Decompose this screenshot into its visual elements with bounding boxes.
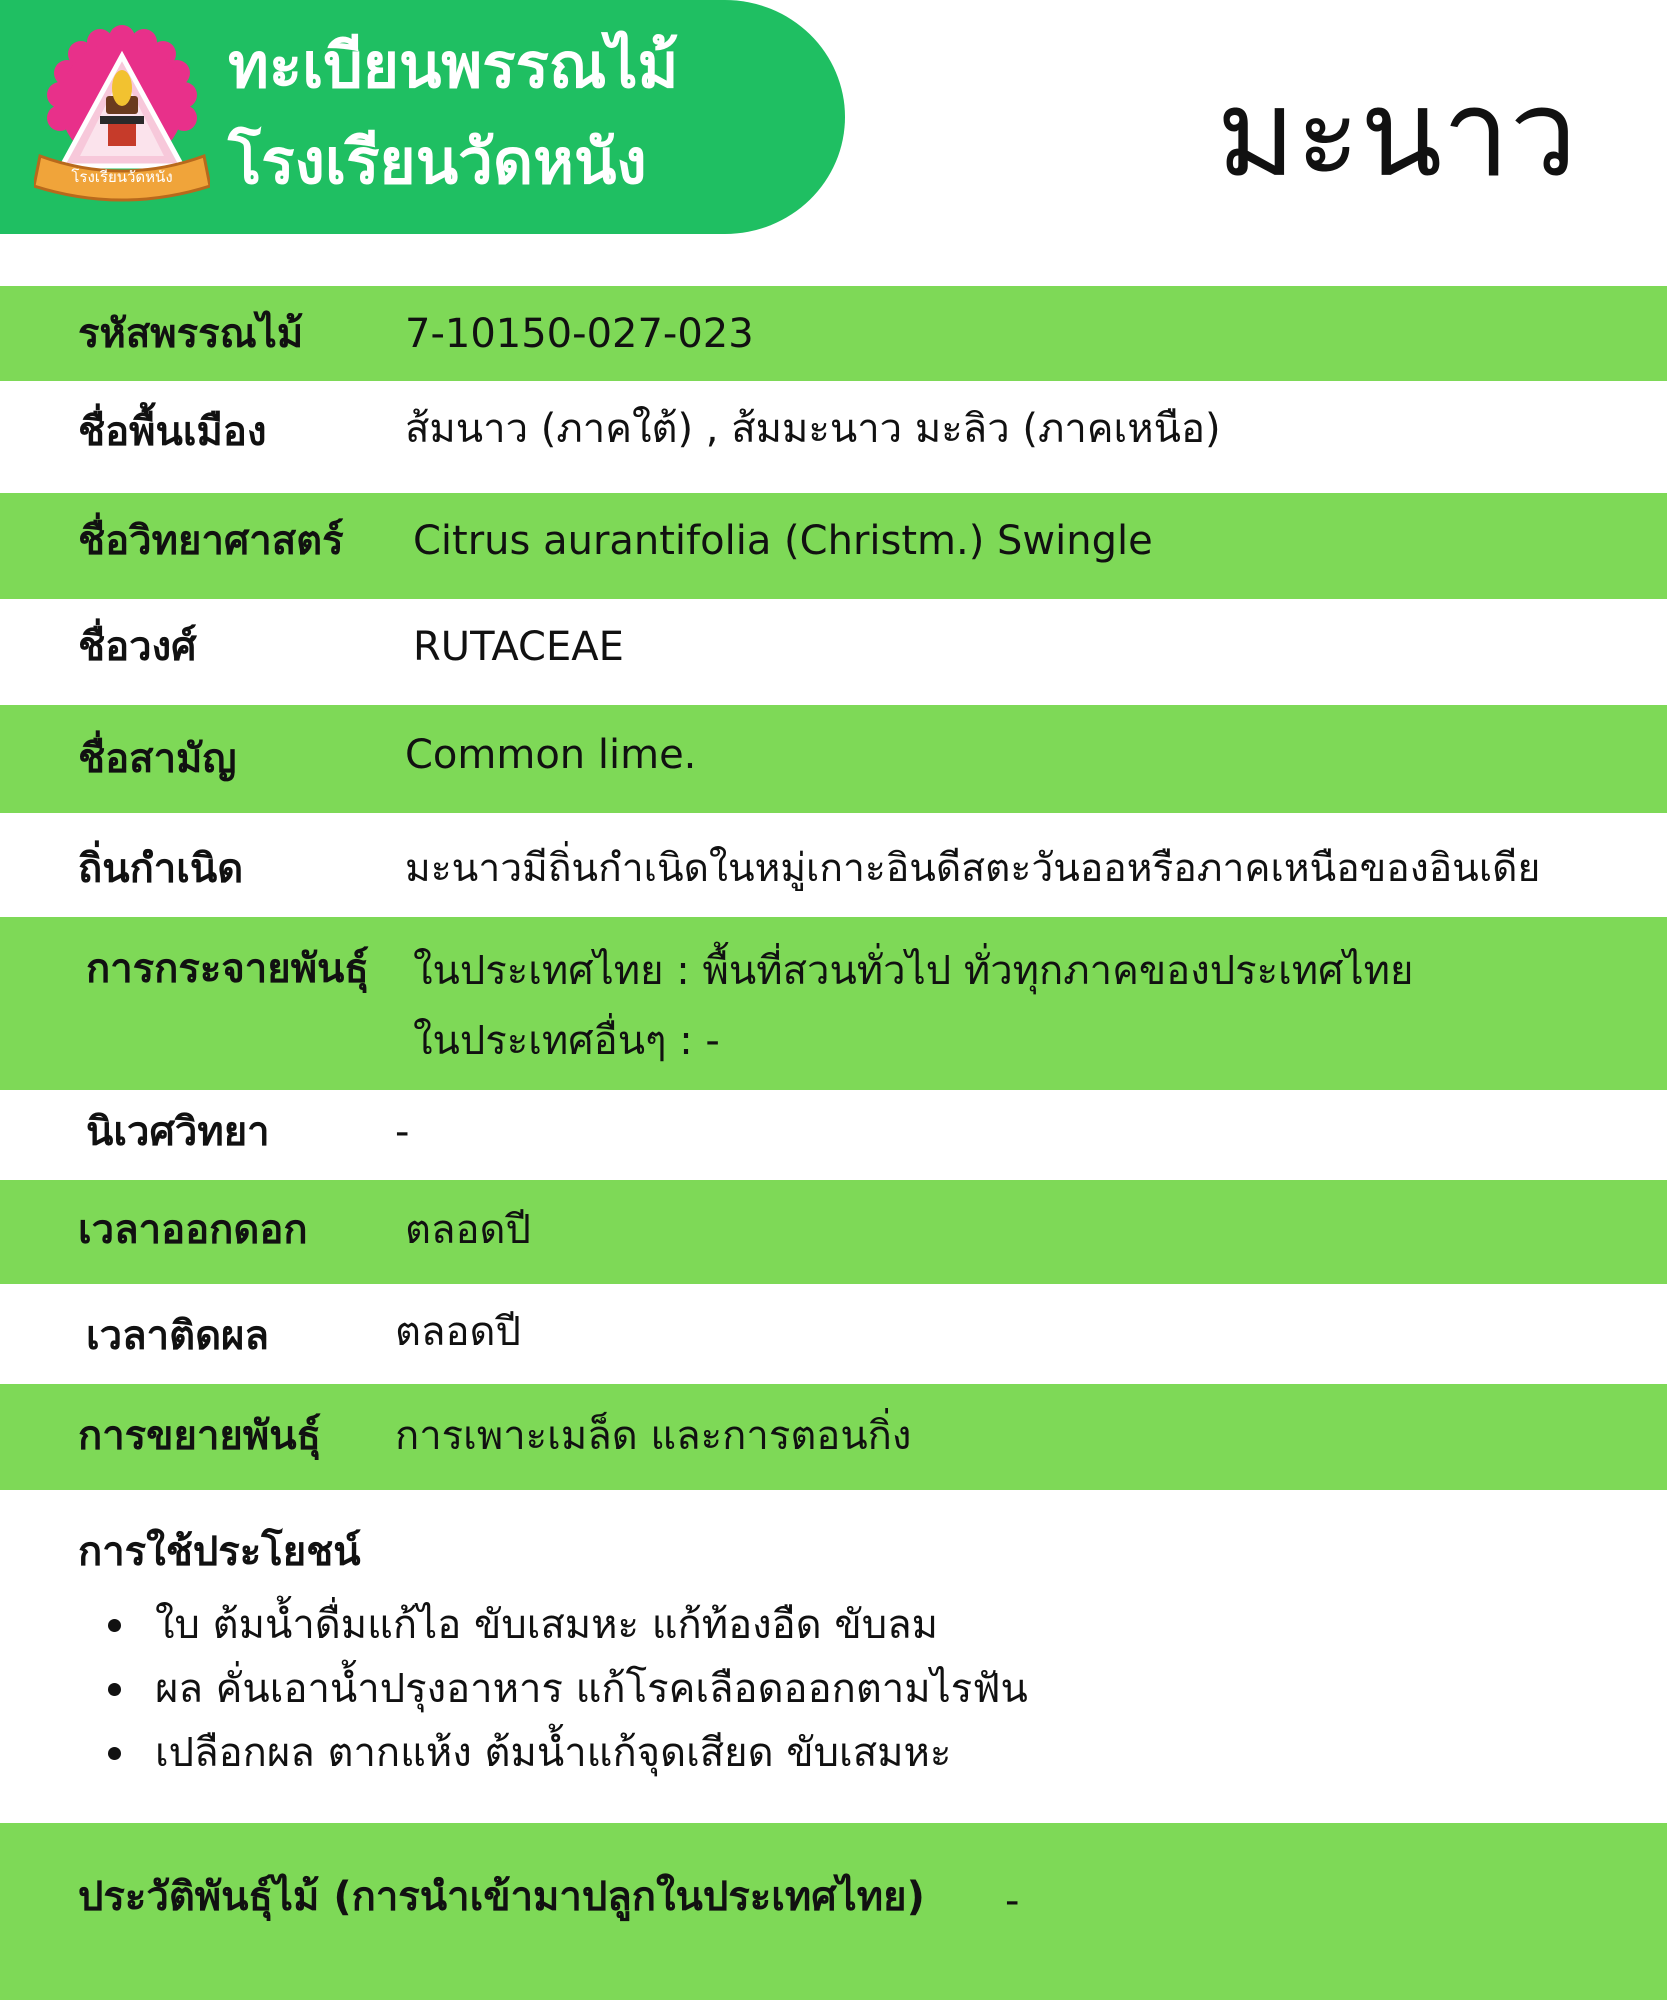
row-scientific-name (0, 493, 1667, 599)
history-value: - (1005, 1878, 1020, 1924)
row-code (0, 286, 1667, 381)
scientific-name-label: ชื่อวิทยาศาสตร์ (78, 518, 344, 564)
fruiting-label: เวลาติดผล (86, 1313, 270, 1359)
list-item: ผล คั่นเอาน้ำปรุงอาหาร แก้โรคเลือดออกตามไรฟัน (100, 1657, 1028, 1721)
distribution-value-line2: ในประเทศอื่นๆ : - (413, 1018, 720, 1064)
distribution-label: การกระจายพันธุ์ (86, 946, 369, 992)
row-local-name (0, 381, 1667, 492)
propagation-value: การเพาะเมล็ด และการตอนกิ่ง (395, 1413, 912, 1459)
code-value: 7-10150-027-023 (405, 311, 754, 357)
scientific-name-value: Citrus aurantifolia (Christm.) Swingle (413, 518, 1153, 564)
header-title-line1: ทะเบียนพรรณไม้ (228, 29, 679, 102)
common-name-value: Common lime. (405, 732, 697, 778)
origin-value: มะนาวมีถิ่นกำเนิดในหมู่เกาะอินดีสตะวันออหรือภาคเหนือของอินเดีย (405, 846, 1541, 891)
row-ecology (0, 1090, 1667, 1180)
list-item: ใบ ต้มน้ำดื่มแก้ไอ ขับเสมหะ แก้ท้องอืด ขับลม (100, 1593, 1028, 1657)
row-fruiting (0, 1284, 1667, 1384)
row-propagation (0, 1384, 1667, 1490)
row-history (0, 1823, 1667, 2000)
list-item: เปลือกผล ตากแห้ง ต้มน้ำแก้จุดเสียด ขับเสมหะ (100, 1721, 1028, 1785)
flowering-value: ตลอดปี (405, 1207, 531, 1253)
row-family (0, 599, 1667, 705)
plant-name: มะนาว (1216, 65, 1577, 204)
row-origin (0, 813, 1667, 917)
code-label: รหัสพรรณไม้ (78, 311, 304, 357)
row-distribution (0, 917, 1667, 1090)
distribution-value-line1: ในประเทศไทย : พื้นที่สวนทั่วไป ทั่วทุกภาคของประเทศไทย (413, 948, 1414, 994)
row-flowering (0, 1180, 1667, 1284)
fruiting-value: ตลอดปี (395, 1309, 521, 1355)
common-name-label: ชื่อสามัญ (78, 736, 237, 782)
propagation-label: การขยายพันธุ์ (78, 1413, 321, 1459)
uses-list (100, 1593, 1028, 1785)
uses-title: การใช้ประโยชน์ (78, 1529, 361, 1575)
school-logo (34, 18, 210, 208)
history-label: ประวัติพันธุ์ไม้ (การนำเข้ามาปลูกในประเทศไทย) (78, 1874, 925, 1920)
family-value: RUTACEAE (413, 624, 624, 670)
logo-ribbon-text: โรงเรียนวัดหนัง (71, 168, 173, 186)
origin-label: ถิ่นกำเนิด (78, 846, 244, 892)
header-title-line2: โรงเรียนวัดหนัง (228, 125, 647, 198)
row-common-name (0, 705, 1667, 813)
family-label: ชื่อวงศ์ (78, 624, 197, 670)
local-name-label: ชื่อพื้นเมือง (78, 409, 267, 455)
ecology-label: นิเวศวิทยา (86, 1109, 270, 1155)
flowering-label: เวลาออกดอก (78, 1207, 308, 1253)
ecology-value: - (395, 1109, 410, 1155)
local-name-value: ส้มนาว (ภาคใต้) , ส้มมะนาว มะลิว (ภาคเหนือ) (405, 406, 1221, 452)
